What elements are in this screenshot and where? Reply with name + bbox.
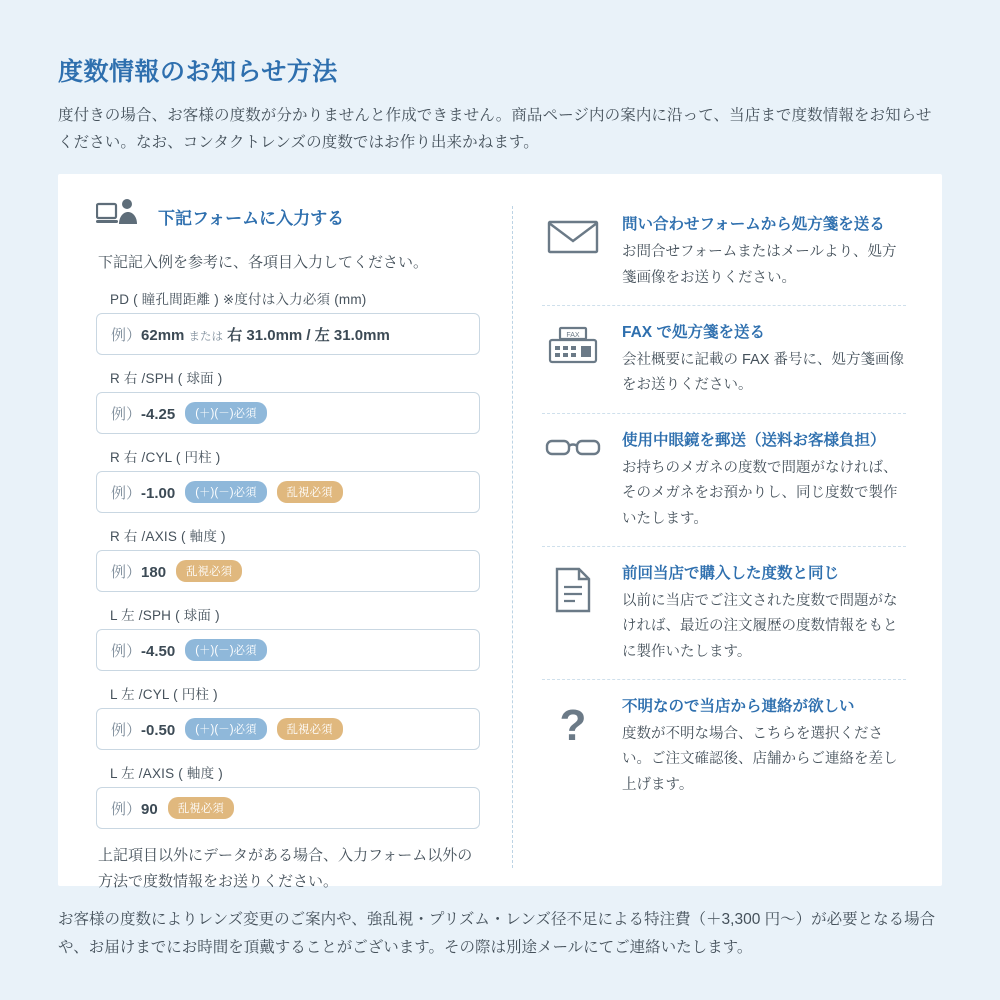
method-item-fax[interactable] [542,305,906,413]
svg-text:FAX: FAX [566,332,580,339]
method-body: お持ちのメガネの度数で問題がなければ、そのメガネをお預かりし、同じ度数で製作いたします。 [622,459,898,527]
footnote: お客様の度数によりレンズ変更のご案内や、強乱視・プリズム・レンズ径不足による特注費（＋3,300 円〜）が必要となる場合や、お届けまでにお時間を頂戴することがございます。その際は別途メールにてご連絡いたします。 [58,911,936,957]
field-label-r-cyl: R 右 /CYL ( 円柱 ) [110,450,221,466]
badge-astigmatism-required: 乱視必須 [277,718,343,740]
page-title: 度数情報のお知らせ方法 [58,58,338,86]
field-l-sph[interactable] [96,629,480,671]
fax-icon [542,320,604,366]
column-divider [512,206,514,868]
field-r-axis-example: 例）180 [111,563,167,581]
method-title: FAX で処方箋を送る [622,324,765,341]
form-method-column [68,198,498,890]
glasses-icon [542,428,604,460]
field-l-cyl-example: 例）-0.50 [111,721,176,739]
svg-text:?: ? [559,701,587,746]
field-r-sph[interactable] [96,392,480,434]
field-label-l-sph: L 左 /SPH ( 球面 ) [110,608,220,624]
badge-sign-required: (＋)(－)必須 [185,639,266,661]
field-label-l-cyl: L 左 /CYL ( 円柱 ) [110,687,218,703]
field-label-pd: PD ( 瞳孔間距離 ) ※度付は入力必須 (mm) [110,292,367,308]
method-body: 会社概要に記載の FAX 番号に、処方箋画像をお送りください。 [622,352,904,394]
field-label-r-sph: R 右 /SPH ( 球面 ) [110,371,223,387]
method-title: 不明なので当店から連絡が欲しい [622,698,855,715]
badge-sign-required: (＋)(－)必須 [185,402,266,424]
form-method-heading [96,198,480,235]
field-r-cyl-example: 例）-1.00 [111,484,176,502]
method-body: 以前に当店でご注文された度数で問題がなければ、最近の注文履歴の度数情報をもとに製作いたします。 [622,592,898,660]
question-mark-icon [542,694,604,746]
field-r-axis[interactable] [96,550,480,592]
field-label-r-axis: R 右 /AXIS ( 軸度 ) [110,529,226,545]
lead-paragraph: 度付きの場合、お客様の度数が分かりませんと作成できません。商品ページ内の案内に沿って、当店まで度数情報をお知らせください。なお、コンタクトレンズの度数ではお作り出来かねます。 [58,107,932,152]
field-l-sph-example: 例）-4.50 [111,642,176,660]
envelope-icon [542,212,604,254]
field-pd-example: 例）62mm または 右 31.0mm / 左 31.0mm [111,326,390,344]
method-title: 使用中眼鏡を郵送（送料お客様負担） [622,431,886,449]
field-r-cyl[interactable] [96,471,480,513]
method-item-mail-glasses[interactable] [542,413,906,546]
badge-astigmatism-required: 乱視必須 [168,797,234,819]
badge-sign-required: (＋)(－)必須 [185,481,266,503]
field-label-l-axis: L 左 /AXIS ( 軸度 ) [110,766,223,782]
method-title: 問い合わせフォームから処方箋を送る [622,216,885,234]
badge-astigmatism-required: 乱視必須 [277,481,343,503]
other-methods-column [528,198,932,876]
field-l-axis-example: 例）90 [111,800,158,818]
person-laptop-icon [96,198,142,235]
field-r-sph-example: 例）-4.25 [111,405,176,423]
form-method-title: 下記フォームに入力する [158,209,345,229]
method-body: 度数が不明な場合、こちらを選択ください。ご注文確認後、店舗からご連絡を差し上げます。 [622,726,898,793]
info-panel [58,174,942,890]
document-icon [542,561,604,613]
field-l-cyl[interactable] [96,708,480,750]
badge-astigmatism-required: 乱視必須 [176,560,242,582]
field-pd[interactable] [96,313,480,355]
method-item-contact-me[interactable] [542,679,906,812]
method-item-inquiry-form[interactable] [542,198,906,305]
method-body: お問合せフォームまたはメールより、処方箋画像をお送りください。 [622,244,897,286]
form-method-subtitle: 下記記入例を参考に、各項目入力してください。 [98,254,429,272]
field-l-axis[interactable] [96,787,480,829]
method-item-previous-order[interactable] [542,546,906,679]
form-method-footer: 上記項目以外にデータがある場合、入力フォーム以外の方法で度数情報をお送りください。 [98,847,473,890]
method-title: 前回当店で購入した度数と同じ [622,564,840,582]
badge-sign-required: (＋)(－)必須 [185,718,266,740]
